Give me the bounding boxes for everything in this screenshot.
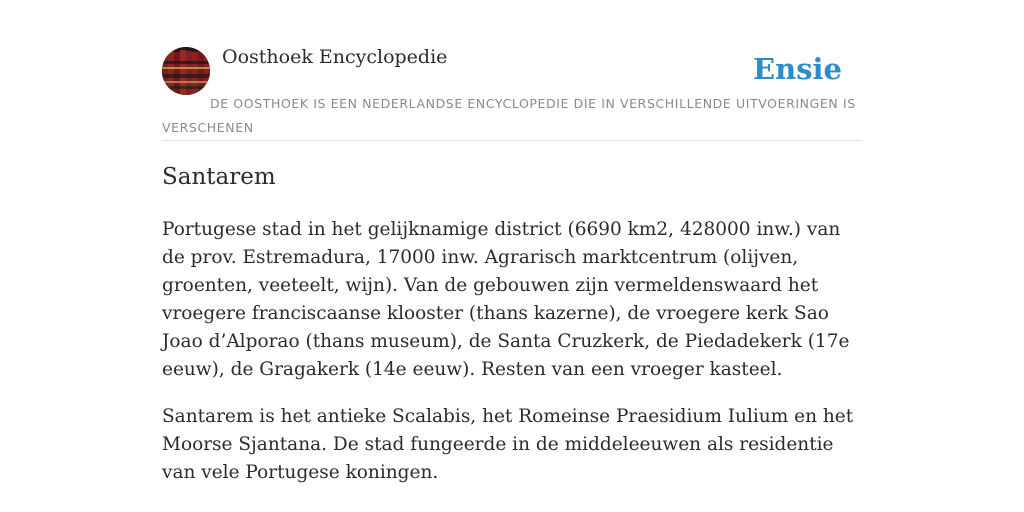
- brand-logo[interactable]: Ensie: [753, 52, 842, 86]
- publisher-name[interactable]: Oosthoek Encyclopedie: [222, 46, 448, 68]
- article-paragraph: Santarem is het antieke Scalabis, het Romeinse Praesidium Iulium en het Moorse Sjantana. De stad fungeerde in de middeleeuwen als residentie van vele Portugese koningen.: [162, 406, 854, 483]
- publisher-avatar[interactable]: [162, 47, 210, 95]
- header: [162, 46, 862, 141]
- publisher-tagline: DE OOSTHOEK IS EEN NEDERLANDSE ENCYCLOPEDIE DIE IN VERSCHILLENDE UITVOERINGEN IS VERSCHENEN: [162, 96, 856, 135]
- encyclopedia-books-icon: [162, 47, 210, 95]
- article-paragraph: Portugese stad in het gelijknamige district (6690 km2, 428000 inw.) van de prov. Estremadura, 17000 inw. Agrarisch marktcentrum (olijven, groenten, veeteelt, wijn). Van de gebouwen zijn vermeldenswaard het vroegere franciscaanse klooster (thans kazerne), de vroegere kerk Sao Joao d’Alporao (thans museum), de Santa Cruzkerk, de Piedadekerk (17e eeuw), de Gragakerk (14e eeuw). Resten van een vroeger kasteel.: [162, 219, 850, 380]
- article-title: Santarem: [162, 164, 276, 190]
